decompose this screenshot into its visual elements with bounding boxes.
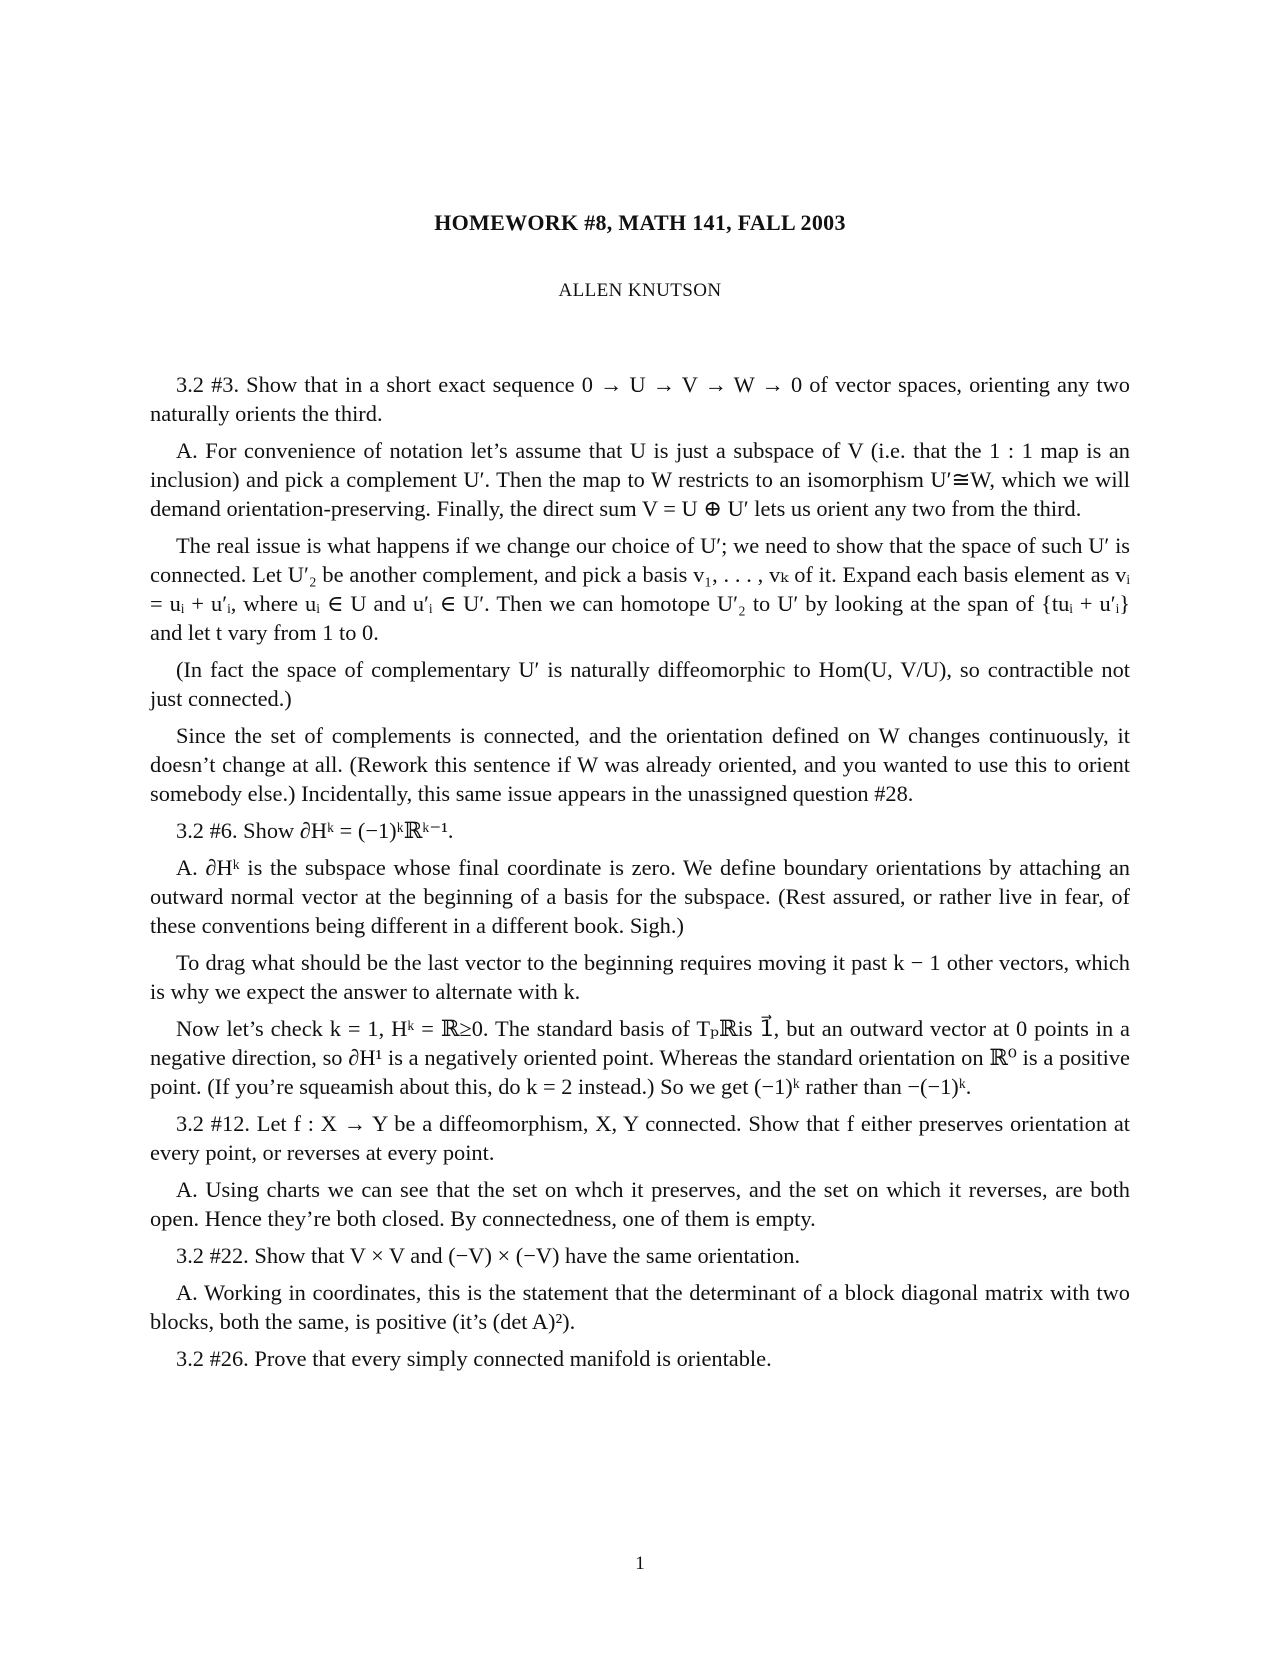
page-number: 1: [635, 1553, 645, 1574]
paragraph: 3.2 #3. Show that in a short exact sequence 0 → U → V → W → 0 of vector spaces, orienting any two naturally orients the third.: [150, 372, 1130, 426]
paragraph: Now let’s check k = 1, Hᵏ = ℝ≥0. The standard basis of Tₚℝis 1⃗, but an outward vector at 0 points in a negative direction, so ∂H¹ is a negatively oriented point. Whereas the standard orientation on ℝ⁰ is a positive point. (If you’re squeamish about this, do k = 2 instead.) So we get (−1)ᵏ rather than −(−1)ᵏ.: [150, 1016, 1130, 1099]
paragraph: Since the set of complements is connected, and the orientation defined on W changes continuously, it doesn’t change at all. (Rework this sentence if W was already oriented, and you wanted to use this to orient somebody else.) Incidentally, this same issue appears in the unassigned question #28.: [150, 723, 1130, 806]
paragraph: 3.2 #6. Show ∂Hᵏ = (−1)ᵏℝᵏ⁻¹.: [176, 818, 454, 843]
document-title: HOMEWORK #8, MATH 141, FALL 2003: [434, 210, 846, 235]
document-body: [150, 370, 1130, 1373]
paragraph: 3.2 #12. Let f : X → Y be a diffeomorphism, X, Y connected. Show that f either preserves orientation at every point, or reverses at every point.: [150, 1111, 1130, 1165]
paragraph: To drag what should be the last vector to the beginning requires moving it past k − 1 other vectors, which is why we expect the answer to alternate with k.: [150, 950, 1130, 1004]
paragraph: A. Working in coordinates, this is the statement that the determinant of a block diagonal matrix with two blocks, both the same, is positive (it’s (det A)²).: [150, 1280, 1130, 1334]
paragraph: 3.2 #26. Prove that every simply connected manifold is orientable.: [176, 1346, 772, 1371]
paragraph: A. ∂Hᵏ is the subspace whose final coordinate is zero. We define boundary orientations by attaching an outward normal vector at the beginning of a basis for the subspace. (Rest assured, or rather live in fear, of these conventions being different in a different book. Sigh.): [150, 855, 1130, 938]
document-page: [150, 210, 1130, 1381]
paragraph: A. Using charts we can see that the set on whch it preserves, and the set on which it reverses, are both open. Hence they’re both closed. By connectedness, one of them is empty.: [150, 1177, 1130, 1231]
paragraph: (In fact the space of complementary U′ is naturally diffeomorphic to Hom(U, V/U), so contractible not just connected.): [150, 657, 1130, 711]
paragraph: The real issue is what happens if we change our choice of U′; we need to show that the space of such U′ is connected. Let U′₂ be another complement, and pick a basis v₁, . . . , vₖ of it. Expand each basis element as vᵢ = uᵢ + u′ᵢ, where uᵢ ∈ U and u′ᵢ ∈ U′. Then we can homotope U′₂ to U′ by looking at the span of {tuᵢ + u′ᵢ} and let t vary from 1 to 0.: [150, 533, 1130, 645]
author-name: ALLEN KNUTSON: [558, 280, 722, 301]
paragraph: 3.2 #22. Show that V × V and (−V) × (−V) have the same orientation.: [176, 1243, 801, 1268]
paragraph: A. For convenience of notation let’s assume that U is just a subspace of V (i.e. that the 1 : 1 map is an inclusion) and pick a complement U′. Then the map to W restricts to an isomorphism U′≅W, which we will demand orientation-preserving. Finally, the direct sum V = U ⊕ U′ lets us orient any two from the third.: [150, 438, 1130, 521]
